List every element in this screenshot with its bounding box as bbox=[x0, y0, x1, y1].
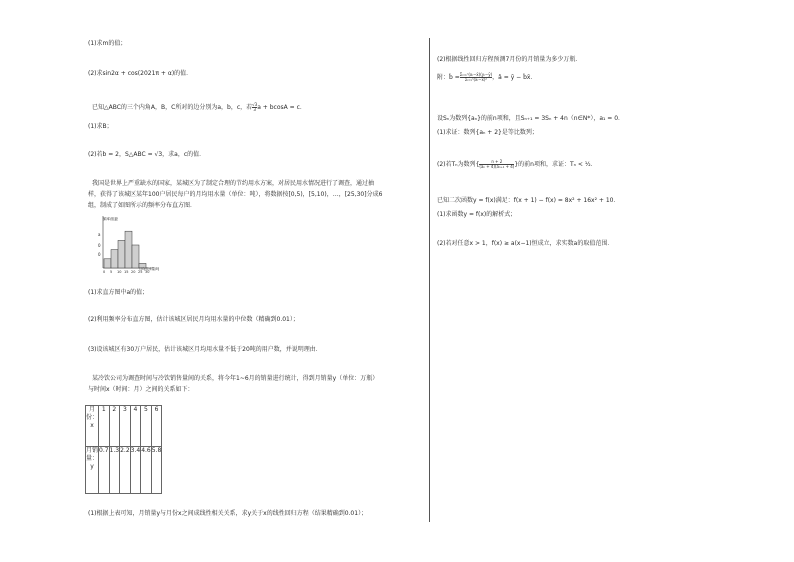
triangle-fraction: $\frac{√3}{3}$ bbox=[252, 102, 258, 112]
histogram-bar bbox=[118, 240, 125, 268]
quadratic-intro: 已知二次函数y = f(x)满足：f(x + 1) − f(x) = 8x² + 16x² + 10． bbox=[437, 197, 620, 204]
histogram-bar bbox=[125, 231, 132, 268]
histogram-bar bbox=[132, 245, 139, 268]
column-divider bbox=[429, 38, 430, 522]
sequence-q1: (1)求证：数列{aₙ + 2}是等比数列； bbox=[437, 129, 538, 136]
x-tick-label: 25 bbox=[138, 270, 143, 274]
water-para-3: 组，制成了如图所示的频率分布直方图． bbox=[88, 202, 197, 209]
table-row bbox=[86, 447, 162, 494]
triangle-intro-text: 已知△ABC的三个内角A，B，C所对的边分别为a，b，c，若 bbox=[92, 104, 253, 111]
triangle-intro-tail: a + bcosA = c． bbox=[257, 104, 306, 111]
sequence-q2-pre: (2)若Tₙ为数列 bbox=[437, 161, 476, 168]
frequency-histogram bbox=[92, 214, 164, 276]
table-cell: 3.4 bbox=[130, 447, 141, 494]
chart-xlabel: 月均用水量/吨 bbox=[139, 267, 160, 271]
formula-fraction bbox=[460, 73, 492, 82]
formula-numerator: Σᵢ₌₁ⁿ(xᵢ−x̄)(yᵢ−ȳ) bbox=[459, 72, 493, 77]
water-q1: (1)求直方图中a的值； bbox=[88, 289, 149, 296]
chart-ytick-a: a bbox=[98, 232, 101, 237]
triangle-q1: (1)求B； bbox=[88, 123, 113, 130]
table-cell: 1.3 bbox=[109, 447, 120, 494]
formula-denominator: Σᵢ₌₁ⁿ(xᵢ−x̄)² bbox=[464, 77, 487, 82]
x-tick-label: 15 bbox=[124, 270, 129, 274]
table-header-sales: 月销量：y bbox=[86, 447, 99, 494]
table-cell: 3 bbox=[120, 406, 131, 447]
sequence-q2-paren-close: } bbox=[514, 161, 519, 168]
x-tick-label: 5 bbox=[110, 270, 113, 274]
x-tick-label: 20 bbox=[131, 270, 136, 274]
chart-ytick-1: 0 bbox=[98, 243, 101, 248]
regression-formula bbox=[437, 73, 536, 82]
table-row bbox=[86, 406, 162, 447]
sequence-q2 bbox=[437, 160, 597, 169]
water-para-2: 样，获得了该城区某年100户居民每户的月均用水量（单位：吨），将数据按[0,5)，[5,10)，…，[25,30]分成6 bbox=[88, 191, 383, 198]
table-cell: 5.8 bbox=[151, 447, 162, 494]
table-cell: 0.7 bbox=[99, 447, 110, 494]
chart-ytick-2: 0 bbox=[98, 252, 101, 257]
quadratic-q1: (1)求函数y = f(x)的解析式； bbox=[437, 211, 517, 218]
table-header-month: 月份：x bbox=[86, 406, 99, 447]
chart-ylabel: 频率/组距 bbox=[103, 217, 119, 221]
q1-find-m: (1)求m的值； bbox=[88, 40, 127, 47]
sales-table bbox=[85, 405, 162, 494]
q2-sin: (2)求sin2α + cos(2021π + α)的值． bbox=[88, 70, 193, 77]
table-cell: 1 bbox=[99, 406, 110, 447]
sales-para-2: 与时间x（时间：月）之间的关系如下： bbox=[88, 386, 194, 393]
formula-label: 附： bbox=[437, 74, 450, 81]
table-cell: 4 bbox=[130, 406, 141, 447]
sequence-intro: 设Sₙ为数列{aₙ}的前n项和，且Sₙ₊₁ = 3Sₙ + 4n（n∈N*），a₁ = 0． bbox=[437, 115, 625, 122]
sequence-fraction bbox=[479, 160, 514, 169]
formula-b: b̂ = bbox=[449, 74, 460, 81]
sequence-q2-paren: { bbox=[475, 161, 480, 168]
triangle-intro bbox=[92, 103, 306, 112]
x-tick-label: 0 bbox=[103, 270, 106, 274]
x-tick-label: 30 bbox=[145, 270, 150, 274]
table-cell: 4.6 bbox=[141, 447, 152, 494]
sales-para-1: 某冷饮公司为调查时间与冷饮销售量间的关系，将今年1~6月的销量进行统计，得到月销量y（单位：万瓶） bbox=[92, 375, 379, 382]
sequence-q2-post: 的前n项和，求证：Tₙ < ¹⁄₂． bbox=[518, 161, 597, 168]
chart-bars bbox=[104, 231, 146, 268]
table-cell: 5 bbox=[141, 406, 152, 447]
water-q2: (2)利用频率分布直方图，估计该城区居民月均用水量的中位数（精确到0.01）； bbox=[88, 316, 299, 323]
regression-q2: (2)根据线性回归方程预测7月份的月销量为多少万瓶． bbox=[437, 56, 582, 63]
table-cell: 2.2 bbox=[120, 447, 131, 494]
quadratic-q2: (2)若对任意x > 1，f(x) ≥ a(x−1)恒成立，求实数a的取值范围． bbox=[437, 240, 614, 247]
water-para-1: 我国是世界上严重缺水的国家，某城区为了制定合理的节约用水方案，对居民用水情况进行了调查，通过抽 bbox=[92, 180, 375, 187]
sales-q1: (1)根据上表可知，月销量y与月份x之间成线性相关关系，求y关于x的线性回归方程（结果精确到0.01）； bbox=[88, 510, 368, 517]
table-cell: 6 bbox=[151, 406, 162, 447]
triangle-q2: (2)若b = 2，S△ABC = √3，求a，c的值． bbox=[88, 151, 206, 158]
formula-a: ，â = ȳ − b̂x̄． bbox=[492, 74, 537, 81]
water-q3: (3)设该城区有30万户居民，估计该城区月均用水量不低于20吨的用户数，并说明理由． bbox=[88, 346, 322, 353]
histogram-bar bbox=[111, 250, 118, 268]
sequence-numerator: n + 2 bbox=[479, 160, 514, 165]
table-cell: 2 bbox=[109, 406, 120, 447]
x-tick-label: 10 bbox=[117, 270, 122, 274]
histogram-bar bbox=[104, 259, 111, 268]
sequence-denominator: (aₙ + 4)(aₙ₊₁ + 4) bbox=[479, 164, 515, 169]
